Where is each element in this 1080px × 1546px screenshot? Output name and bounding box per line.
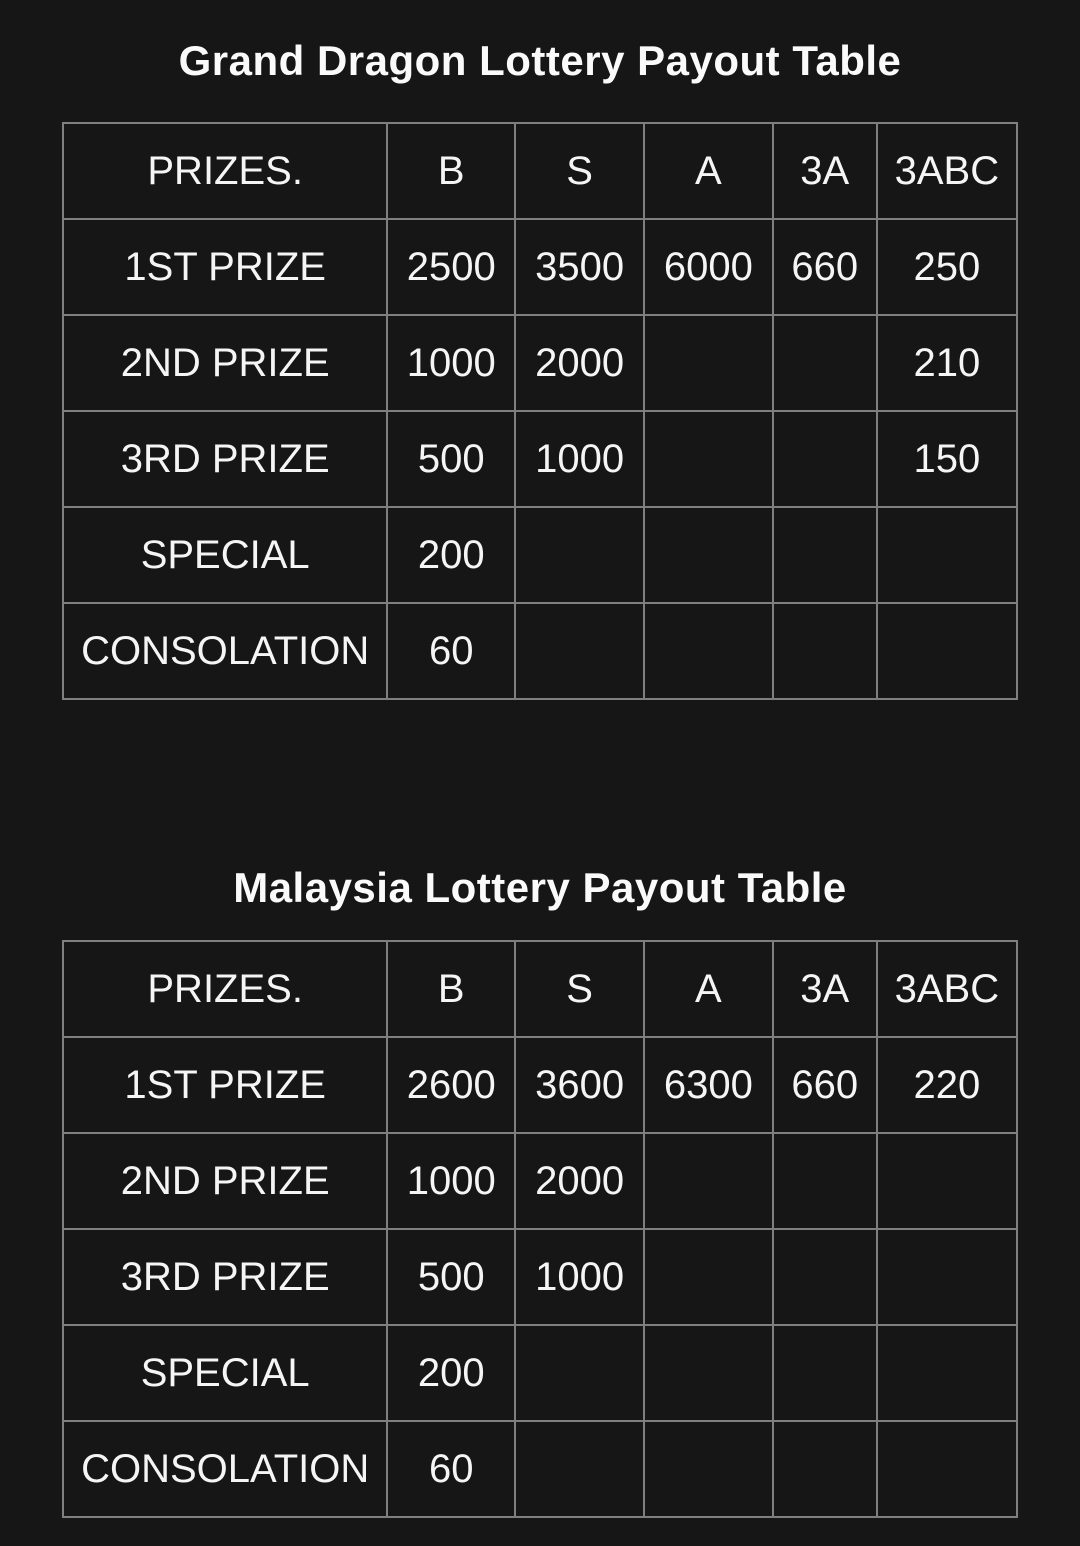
column-header-cell: A [644, 123, 773, 219]
payout-cell [515, 507, 644, 603]
prize-label-cell: SPECIAL [63, 1325, 387, 1421]
payout-cell [773, 1133, 877, 1229]
column-header-cell: A [644, 941, 773, 1037]
payout-cell: 60 [387, 603, 515, 699]
payout-cell: 6300 [644, 1037, 773, 1133]
payout-cell: 660 [773, 219, 877, 315]
payout-cell: 150 [877, 411, 1017, 507]
column-header-cell: PRIZES. [63, 123, 387, 219]
payout-cell [644, 1421, 773, 1517]
payout-cell: 2000 [515, 315, 644, 411]
payout-cell: 2600 [387, 1037, 515, 1133]
payout-cell [773, 315, 877, 411]
payout-cell [515, 1421, 644, 1517]
payout-cell: 1000 [515, 1229, 644, 1325]
table-title: Grand Dragon Lottery Payout Table [178, 37, 902, 84]
payout-cell: 200 [387, 507, 515, 603]
payout-cell [773, 507, 877, 603]
table-row [63, 219, 1017, 315]
column-header-cell: 3ABC [877, 941, 1017, 1037]
payout-cell [773, 603, 877, 699]
prize-label-cell: CONSOLATION [63, 1421, 387, 1517]
payout-cell: 6000 [644, 219, 773, 315]
prize-label-cell: CONSOLATION [63, 603, 387, 699]
payout-cell [877, 1229, 1017, 1325]
table-row [63, 1037, 1017, 1133]
column-header-cell: S [515, 123, 644, 219]
payout-cell: 1000 [387, 315, 515, 411]
payout-cell: 2000 [515, 1133, 644, 1229]
prize-label-cell: SPECIAL [63, 507, 387, 603]
payout-cell [877, 1421, 1017, 1517]
table-row [63, 1133, 1017, 1229]
prize-label-cell: 2ND PRIZE [63, 315, 387, 411]
payout-cell [773, 1421, 877, 1517]
payout-cell [877, 1133, 1017, 1229]
column-header-cell: B [387, 941, 515, 1037]
column-header-cell: 3A [773, 941, 877, 1037]
payout-cell: 660 [773, 1037, 877, 1133]
prize-label-cell: 3RD PRIZE [63, 411, 387, 507]
prize-label-cell: 3RD PRIZE [63, 1229, 387, 1325]
payout-cell: 1000 [515, 411, 644, 507]
prize-label-cell: 1ST PRIZE [63, 1037, 387, 1133]
payout-cell [644, 315, 773, 411]
table-row [63, 1421, 1017, 1517]
column-header-cell: PRIZES. [63, 941, 387, 1037]
column-header-cell: 3ABC [877, 123, 1017, 219]
payout-cell: 3500 [515, 219, 644, 315]
payout-cell [773, 411, 877, 507]
payout-cell: 60 [387, 1421, 515, 1517]
payout-cell [644, 507, 773, 603]
table-row [63, 1325, 1017, 1421]
payout-cell [515, 603, 644, 699]
payout-cell: 1000 [387, 1133, 515, 1229]
payout-cell [644, 1325, 773, 1421]
header-row [63, 123, 1017, 219]
payout-cell [877, 507, 1017, 603]
table-row [63, 411, 1017, 507]
payout-table-malaysia [62, 940, 1018, 1518]
payout-cell: 220 [877, 1037, 1017, 1133]
column-header-cell: B [387, 123, 515, 219]
payout-cell [877, 1325, 1017, 1421]
grand-dragon-section [0, 0, 1080, 700]
table-row [63, 507, 1017, 603]
table-title: Malaysia Lottery Payout Table [233, 864, 847, 911]
prize-label-cell: 1ST PRIZE [63, 219, 387, 315]
payout-table-grand-dragon [62, 122, 1018, 700]
payout-cell: 210 [877, 315, 1017, 411]
payout-cell: 500 [387, 1229, 515, 1325]
payout-cell [644, 1229, 773, 1325]
payout-cell [644, 603, 773, 699]
payout-cell: 500 [387, 411, 515, 507]
header-row [63, 941, 1017, 1037]
payout-cell: 200 [387, 1325, 515, 1421]
payout-cell: 2500 [387, 219, 515, 315]
column-header-cell: S [515, 941, 644, 1037]
payout-cell: 250 [877, 219, 1017, 315]
table-row [63, 315, 1017, 411]
malaysia-section [0, 700, 1080, 1518]
table-row [63, 603, 1017, 699]
table-row [63, 1229, 1017, 1325]
payout-cell [773, 1325, 877, 1421]
payout-cell [644, 411, 773, 507]
column-header-cell: 3A [773, 123, 877, 219]
payout-cell [515, 1325, 644, 1421]
payout-cell [773, 1229, 877, 1325]
payout-cell: 3600 [515, 1037, 644, 1133]
payout-cell [877, 603, 1017, 699]
payout-cell [644, 1133, 773, 1229]
prize-label-cell: 2ND PRIZE [63, 1133, 387, 1229]
